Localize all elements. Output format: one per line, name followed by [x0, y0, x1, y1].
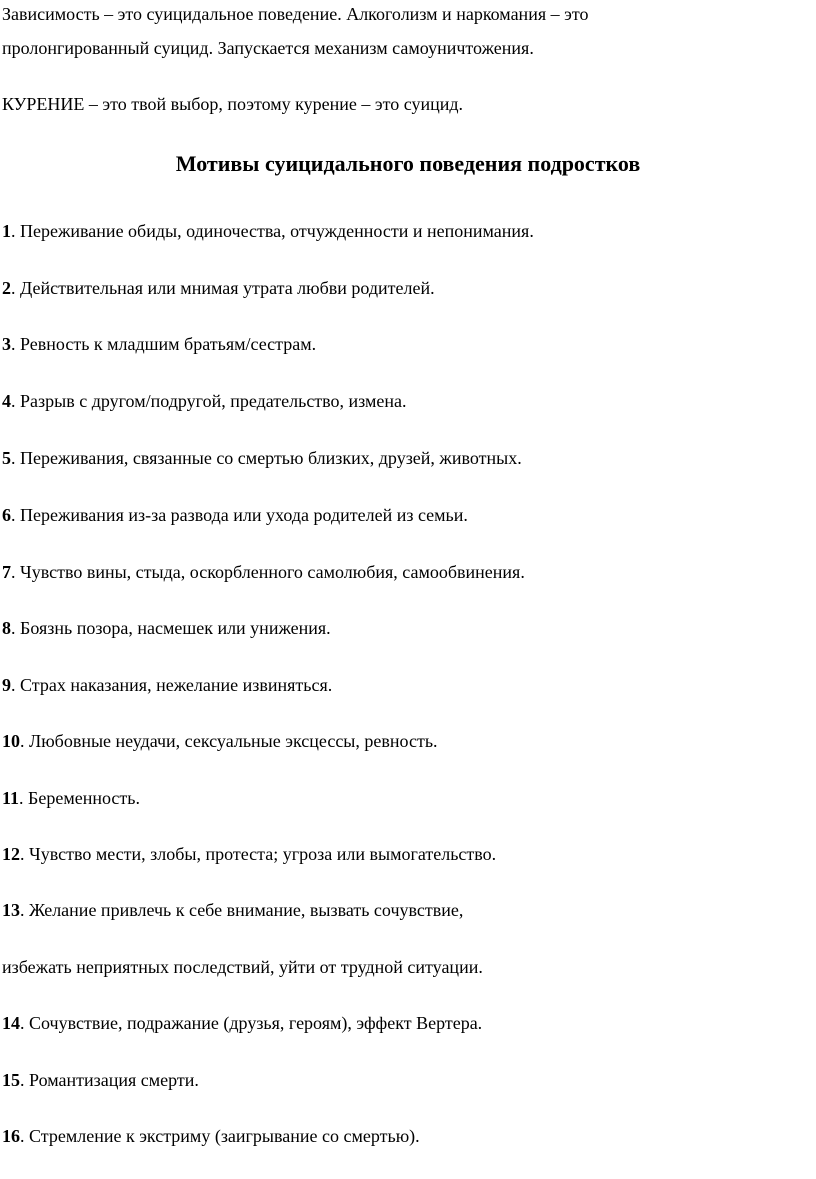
- motive-number: 15: [2, 1070, 20, 1090]
- motive-number: 11: [2, 788, 20, 808]
- motive-item: [2, 447, 522, 469]
- motive-item: [2, 1069, 199, 1091]
- motive-item: [2, 730, 438, 752]
- motive-text: . Переживания из-за развода или ухода родителей из семьи.: [11, 505, 468, 525]
- motive-item: [2, 504, 468, 526]
- motive-number: 2: [2, 278, 11, 298]
- motive-item: [2, 561, 525, 583]
- motive-number: 16: [2, 1126, 20, 1146]
- motive-number: 4: [2, 391, 11, 411]
- motive-text: . Романтизация смерти.: [20, 1070, 199, 1090]
- motive-text: . Беременность.: [19, 788, 140, 808]
- motive-text: . Разрыв с другом/подругой, предательство, измена.: [11, 391, 407, 411]
- motive-item: [2, 956, 483, 978]
- motive-item: [2, 1125, 420, 1147]
- motive-item: [2, 333, 316, 355]
- motive-text: . Сочувствие, подражание (друзья, героям), эффект Вертера.: [20, 1013, 483, 1033]
- motive-text: . Действительная или мнимая утрата любви родителей.: [11, 278, 435, 298]
- motive-number: 7: [2, 562, 11, 582]
- motive-number: 12: [2, 844, 20, 864]
- motive-text: . Ревность к младшим братьям/сестрам.: [11, 334, 317, 354]
- motive-item: [2, 787, 140, 809]
- motive-text: . Чувство мести, злобы, протеста; угроза или вымогательство.: [20, 844, 497, 864]
- motive-text: . Переживания, связанные со смертью близких, друзей, животных.: [11, 448, 522, 468]
- motive-text: избежать неприятных последствий, уйти от трудной ситуации.: [2, 957, 483, 977]
- section-heading: Мотивы суицидального поведения подростков: [175, 151, 641, 176]
- motive-item: [2, 617, 331, 639]
- motive-item: [2, 674, 332, 696]
- motive-item: [2, 277, 435, 299]
- motive-text: . Чувство вины, стыда, оскорбленного самолюбия, самообвинения.: [11, 562, 525, 582]
- motive-item: [2, 1012, 482, 1034]
- motive-text: . Переживание обиды, одиночества, отчужденности и непонимания.: [11, 221, 534, 241]
- motive-number: 9: [2, 675, 11, 695]
- motive-text: . Боязнь позора, насмешек или унижения.: [11, 618, 331, 638]
- motive-number: 8: [2, 618, 11, 638]
- motive-text: . Любовные неудачи, сексуальные эксцессы, ревность.: [20, 731, 438, 751]
- motive-number: 10: [2, 731, 20, 751]
- motive-number: 13: [2, 900, 20, 920]
- intro-line-3: КУРЕНИЕ – это твой выбор, поэтому курение – это суицид.: [2, 94, 464, 114]
- intro-line-1: Зависимость – это суицидальное поведение. Алкоголизм и наркомания – это: [2, 4, 589, 24]
- motive-number: 14: [2, 1013, 20, 1033]
- motive-number: 6: [2, 505, 11, 525]
- motive-number: 1: [2, 221, 11, 241]
- motive-item: [2, 220, 534, 242]
- motive-number: 3: [2, 334, 11, 354]
- motive-item: [2, 843, 496, 865]
- motive-text: . Желание привлечь к себе внимание, вызвать сочувствие,: [20, 900, 464, 920]
- motive-text: . Стремление к экстриму (заигрывание со смертью).: [20, 1126, 420, 1146]
- motive-item: [2, 899, 463, 921]
- motive-item: [2, 390, 407, 412]
- intro-line-2: пролонгированный суицид. Запускается механизм самоуничтожения.: [2, 38, 534, 58]
- motive-text: . Страх наказания, нежелание извиняться.: [11, 675, 333, 695]
- motive-number: 5: [2, 448, 11, 468]
